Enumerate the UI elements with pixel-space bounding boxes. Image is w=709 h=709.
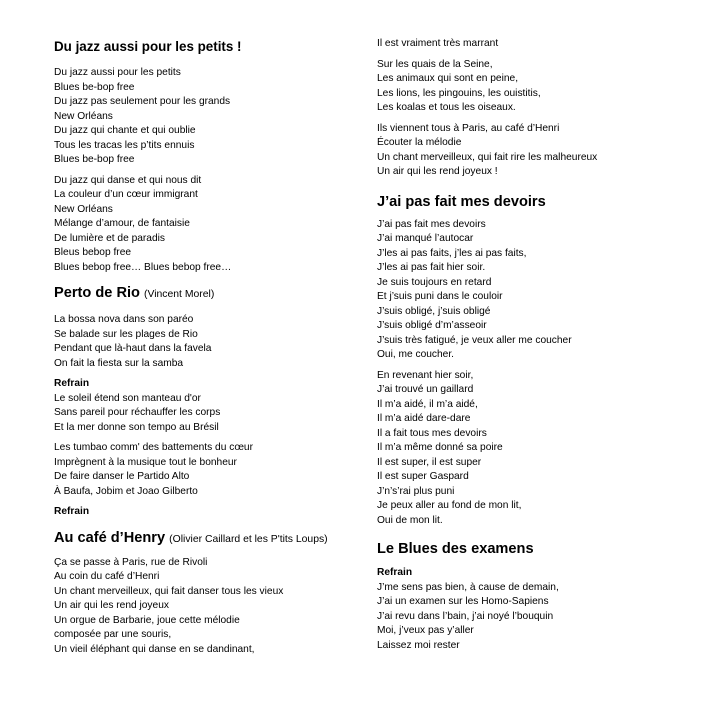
lyric-line: Et j’suis puni dans le couloir [377, 291, 503, 302]
lyric-line: Bleus bebop free [54, 247, 132, 258]
lyric-line: J’suis très fatigué, je veux aller me coucher [377, 334, 572, 346]
lyric-line: J’ai pas fait mes devoirs [377, 218, 486, 230]
lyric-line: Je peux aller au fond de mon lit, [377, 500, 522, 511]
lyric-line: New Orléans [54, 110, 113, 122]
lyric-line: J’ai manqué l’autocar [377, 233, 474, 244]
lyric-line: Un air qui les rend joyeux [54, 600, 169, 611]
stanza-devoirs-1 [377, 218, 697, 363]
left-column [54, 0, 354, 657]
lyric-line: Il m’a aidé, il m’a aidé, [377, 398, 478, 410]
refrain-rio [54, 392, 354, 436]
lyric-line: Un chant merveilleux, qui fait danser tous les vieux [54, 585, 284, 597]
lyric-line: Du jazz qui chante et qui oublie [54, 125, 196, 136]
lyric-line: Les animaux qui sont en peine, [377, 73, 519, 84]
lyric-line: Pendant que là-haut dans la favela [54, 343, 212, 354]
song-title-devoirs: J’ai pas fait mes devoirs [377, 193, 546, 210]
lyric-line: J’me sens pas bien, à cause de demain, [377, 581, 559, 593]
lyric-line: On fait la fiesta sur la samba [54, 357, 184, 369]
lyric-line: Écouter la mélodie [377, 137, 462, 148]
lyric-line: Moi, j’veux pas y’aller [377, 625, 474, 636]
song-title-blues-examens: Le Blues des examens [377, 541, 534, 557]
lyric-line: Il est super, il est super [377, 456, 482, 468]
lyric-line: Sans pareil pour réchauffer les corps [54, 407, 221, 418]
lyric-line: Un orgue de Barbarie, joue cette mélodie [54, 614, 240, 626]
lyric-line: Un vieil éléphant qui danse en se dandinant, [54, 643, 255, 655]
lyric-line: Du jazz aussi pour les petits [54, 67, 181, 78]
stanza-rio-2 [54, 441, 354, 499]
stanza-cafe-2 [377, 58, 697, 116]
lyric-line: Ils viennent tous à Paris, au café d’Henri [377, 122, 560, 134]
lyric-line: De faire danser le Partido Alto [54, 471, 190, 482]
lyric-line: Imprègnent à la musique tout le bonheur [54, 456, 237, 468]
lyric-line: Ça se passe à Paris, rue de Rivoli [54, 556, 208, 568]
lyric-line: Les lions, les pingouins, les ouistitis, [377, 87, 541, 99]
lyric-line: Blues be-bop free [54, 81, 135, 93]
lyric-line: J’ai un examen sur les Homo-Sapiens [377, 596, 549, 607]
lyric-line: Oui, me coucher. [377, 349, 455, 360]
stanza-jazz-1 [54, 66, 354, 168]
lyric-line: J’les ai pas faits, j’les ai pas faits, [377, 247, 527, 259]
lyric-line: J’ai trouvé un gaillard [377, 384, 474, 395]
lyric-line: Oui de mon lit. [377, 514, 443, 526]
lyric-line: Les koalas et tous les oiseaux. [377, 102, 516, 113]
lyric-line: À Baufa, Jobim et Joao Gilberto [54, 485, 198, 497]
lyric-line: Et la mer donne son tempo au Brésil [54, 421, 219, 433]
lyric-line: Je suis toujours en retard [377, 276, 492, 288]
stanza-cafe-1 [54, 556, 354, 658]
lyric-line: Les tumbao comm' des battements du cœur [54, 442, 253, 453]
refrain-label: Refrain [377, 567, 413, 578]
lyric-line: Il a fait tous mes devoirs [377, 427, 487, 439]
lyric-line: J’suis obligé d’m’asseoir [377, 320, 487, 331]
lyric-line: Blues bebop free… Blues bebop free… [54, 261, 232, 273]
lyric-line: De lumière et de paradis [54, 232, 165, 244]
lyric-line: En revenant hier soir, [377, 369, 474, 381]
lyric-line: J’ai revu dans l’bain, j’ai noyé l’bouquin [377, 610, 554, 622]
song-title-text: Au café d’Henry [54, 529, 166, 546]
lyric-line: J’suis obligé, j’suis obligé [377, 305, 491, 317]
lyric-line: Blues be-bop free [54, 154, 135, 165]
refrain-examens [377, 581, 697, 654]
lyric-line: Un air qui les rend joyeux ! [377, 166, 498, 177]
lyric-line: Du jazz qui danse et qui nous dit [54, 174, 202, 186]
lyric-line: Il est super Gaspard [377, 471, 469, 482]
refrain-label: Refrain [54, 378, 90, 389]
lyric-line: Se balade sur les plages de Rio [54, 328, 198, 340]
lyric-line: Du jazz pas seulement pour les grands [54, 96, 231, 107]
stanza-devoirs-2 [377, 369, 697, 529]
lyric-line: Sur les quais de la Seine, [377, 58, 493, 70]
lyric-line: J’n’s’rai plus puni [377, 485, 455, 497]
lyric-line: New Orléans [54, 203, 113, 215]
lyric-line: Au coin du café d’Henri [54, 571, 160, 582]
lyric-line: Il m’a aidé dare-dare [377, 413, 471, 424]
song-title-text: Perto de Rio [54, 285, 140, 301]
lyric-line: Mélange d’amour, de fantaisie [54, 218, 190, 229]
right-column [377, 0, 697, 653]
song-credit: (Vincent Morel) [144, 289, 215, 300]
lyric-line: composée par une souris, [54, 629, 172, 640]
lyric-line: J’les ai pas fait hier soir. [377, 262, 486, 273]
stanza-cafe-3 [377, 122, 697, 180]
lyric-line: Il est vraiment très marrant [377, 38, 499, 49]
refrain-label-end: Refrain [54, 506, 90, 517]
lyric-line: Laissez moi rester [377, 639, 460, 651]
lyric-line: Un chant merveilleux, qui fait rire les malheureux [377, 151, 598, 163]
song-title-jazz: Du jazz aussi pour les petits ! [54, 39, 242, 54]
song-title-cafe-henry [54, 529, 354, 549]
lyric-line: La couleur d’un cœur immigrant [54, 189, 198, 200]
stanza-jazz-2 [54, 174, 354, 276]
lyric-line: Il m’a même donné sa poire [377, 442, 503, 453]
stanza-cafe-cont [377, 37, 697, 52]
stanza-rio-1 [54, 313, 354, 371]
song-title-perto-de-rio [54, 284, 354, 304]
lyric-line: Le soleil étend son manteau d'or [54, 392, 201, 404]
lyric-line: Tous les tracas les p’tits ennuis [54, 139, 195, 151]
lyric-line: La bossa nova dans son paréo [54, 314, 194, 325]
song-credit: (Olivier Caillard et les P'tits Loups) [169, 533, 328, 545]
